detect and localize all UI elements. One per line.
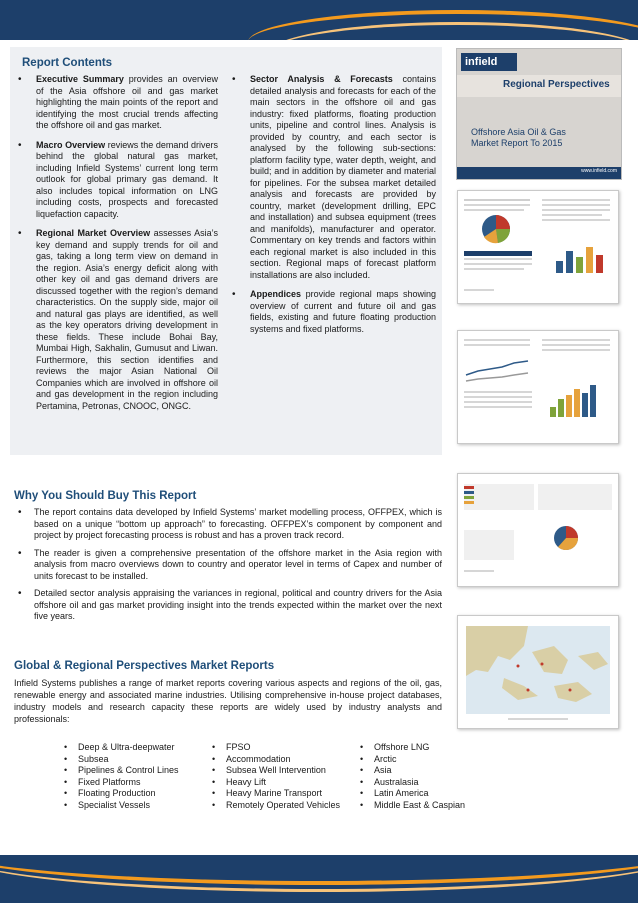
infield-logo: infield	[461, 53, 517, 71]
sample-page-thumbnail-3	[457, 473, 619, 587]
sample-page-1-graphic	[458, 191, 618, 303]
list-item: • Pipelines & Control Lines	[62, 765, 202, 777]
item-title: Regional Market Overview	[36, 228, 151, 238]
cover-title-line1: Offshore Asia Oil & Gas	[471, 127, 566, 137]
report-cover-image	[456, 48, 622, 180]
item-title: Macro Overview	[36, 139, 106, 150]
list-item: • Middle East & Caspian	[358, 800, 498, 812]
report-contents-right-list	[226, 74, 436, 343]
list-item: • Arctic	[358, 754, 498, 766]
item-text: assesses Asia’s key demand and supply trends for oil and gas, taking a long term view on demand in the region. Asia’s energy deficit along with other key oil and gas demand drivers are discussed together with the region’s demand characteristics. On the supply side, major oil and natural gas plays are identified, as well as the key operators driving development in these fields. These include Bohai Bay, Mumbai High, Sakhalin, Gumusut and Liwan. Furthermore, this section identifies and reviews the major Asian National Oil Companies which are involved in offshore oil and gas development in the region including Pertamina, Petronas, CNOOC, ONGC.	[36, 228, 218, 411]
sample-page-2-graphic	[458, 331, 618, 443]
global-regional-heading: Global & Regional Perspectives Market Reports	[14, 660, 275, 672]
cover-series-title: Regional Perspectives	[503, 79, 610, 90]
item-title: Sector Analysis & Forecasts	[250, 74, 393, 84]
item-text: contains detailed analysis and forecasts for each of the main sectors in the offshore oil and gas industry: fixed platforms, floating production units, pipeline and control lines. Analysis is provided by country, and each sector is analysed by the following sub-sections: platform facility type, water depth, weight, and build; and in addition by diameter and material for pipelines. For the subsea market detailed analysis and forecasts are provided by country, market (development drilling, EPC and installation) and subsea equipment (trees and manifolds), manufacturer and operator. Commentary on key trends and factors within each regional market is also included in this section. Regional maps of forecast platform installations are also included.	[250, 74, 436, 280]
report-contents-heading: Report Contents	[22, 57, 113, 69]
list-item: • Offshore LNG	[358, 742, 498, 754]
list-item: • Heavy Marine Transport	[210, 788, 355, 800]
list-item	[226, 289, 436, 335]
list-item: • Subsea Well Intervention	[210, 765, 355, 777]
bottom-banner	[0, 855, 638, 903]
list-item: • Remotely Operated Vehicles	[210, 800, 355, 812]
list-item: • The report contains data developed by Infield Systems’ market modelling process, OFFPEX, which is based on a unique “bottom up approach” to forecasting. OFFPEX’s component by component and project by project forecasting process is robust and has a proven track record.	[12, 507, 442, 542]
item-text: reviews the demand drivers behind the global natural gas market, including Infield Systems’ current long term outlook for global primary gas demand. It also includes topical information on LNG including costs, prospects and forecasted liquefaction capacity.	[36, 139, 218, 219]
cover-report-title	[471, 127, 566, 149]
cover-footer	[457, 167, 621, 179]
list-item: • Specialist Vessels	[62, 800, 202, 812]
list-item	[12, 140, 218, 221]
item-title: Executive Summary	[36, 74, 124, 84]
top-banner	[0, 0, 638, 40]
list-item: • Fixed Platforms	[62, 777, 202, 789]
list-item	[12, 74, 218, 132]
sample-page-thumbnail-2	[457, 330, 619, 444]
item-text: provides an overview of the Asia offshore oil and gas market highlighting the main points of the report and identifying the most crucial trends affecting the offshore oil and gas market.	[36, 74, 219, 130]
global-regional-paragraph: Infield Systems publishes a range of market reports covering various aspects and regions of the oil, gas, renewable energy and associated marine industries. Utilising comprehensive in-house project databases, industry models and research capacity these reports are widely used by industry analysts and professionals:	[14, 678, 442, 724]
banner-swoosh-accent	[0, 855, 638, 892]
report-list-col1	[62, 742, 202, 811]
item-text: provide regional maps showing overview of current and future oil and gas fields, existing and future floating production systems and fixed platforms.	[250, 289, 436, 334]
cover-url: www.infield.com	[581, 168, 617, 174]
cover-title-line2: Market Report To 2015	[471, 138, 563, 148]
report-list-col3	[358, 742, 498, 811]
why-buy-heading: Why You Should Buy This Report	[14, 490, 197, 502]
list-item	[226, 74, 436, 281]
list-item: • Deep & Ultra-deepwater	[62, 742, 202, 754]
why-buy-list	[12, 507, 442, 629]
sample-page-thumbnail-1	[457, 190, 619, 304]
list-item: • Heavy Lift	[210, 777, 355, 789]
sample-page-3-graphic	[458, 474, 618, 586]
item-title: Appendices	[250, 289, 302, 299]
list-item: • FPSO	[210, 742, 355, 754]
list-item: • Detailed sector analysis appraising the variances in regional, political and country drivers for the Asia offshore oil and gas market providing insight into the trends expected within the market over the next five years.	[12, 588, 442, 623]
report-list-col2	[210, 742, 355, 811]
list-item: • Floating Production	[62, 788, 202, 800]
list-item	[12, 228, 218, 412]
sample-page-4-map	[458, 616, 618, 728]
report-contents-left-list	[12, 74, 218, 420]
list-item: • Latin America	[358, 788, 498, 800]
list-item: • Asia	[358, 765, 498, 777]
list-item: • Australasia	[358, 777, 498, 789]
list-item: • The reader is given a comprehensive presentation of the offshore market in the Asia region with analysis from macro overviews down to country and operator level in terms of Capex and number of units forecast to be installed.	[12, 548, 442, 583]
list-item: • Accommodation	[210, 754, 355, 766]
sample-page-thumbnail-4	[457, 615, 619, 729]
list-item: • Subsea	[62, 754, 202, 766]
